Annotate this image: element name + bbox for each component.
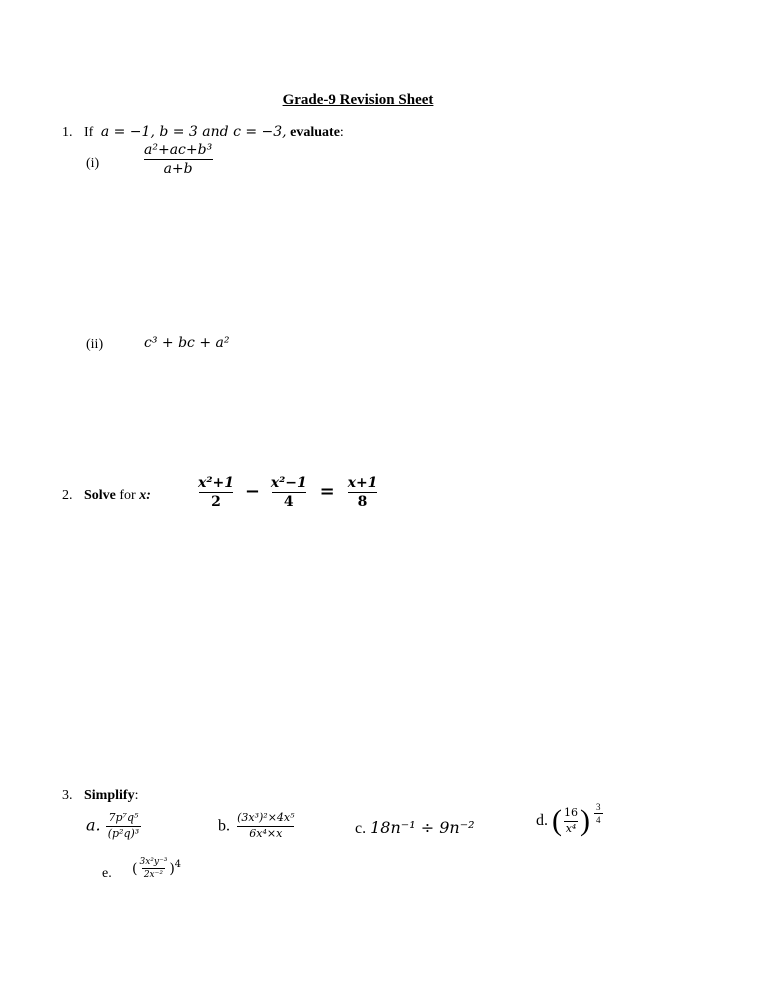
right-parenthesis: ) (169, 860, 175, 877)
fraction (137, 857, 169, 881)
question-2-for: for (119, 488, 136, 503)
question-2-number: 2. (62, 488, 73, 503)
exponent-numerator: 3 (596, 802, 601, 812)
question-3e-expression (132, 857, 181, 881)
question-2-instruction: Solve (84, 488, 116, 503)
fraction-numerator: x²−1 (270, 475, 307, 491)
question-1-number: 1. (62, 125, 73, 140)
fraction-numerator: x+1 (347, 475, 378, 491)
fraction (235, 812, 296, 840)
page-title: Grade-9 Revision Sheet (282, 92, 434, 108)
question-1-colon: : (339, 125, 344, 140)
question-2-variable: x: (139, 488, 151, 503)
question-3a (86, 812, 141, 840)
fraction (269, 475, 309, 510)
question-1-part-ii-label: (ii) (86, 337, 104, 352)
fraction-denominator: 2 (199, 492, 233, 510)
question-1-given-values: a = −1, b = 3 and c = −3, (100, 124, 287, 140)
fraction-denominator: 2x⁻² (143, 870, 163, 881)
question-3c (355, 818, 475, 838)
question-1-part-i-label: (i) (86, 156, 100, 171)
fraction-denominator: a+b (144, 159, 213, 177)
question-1-line (62, 124, 344, 141)
fraction-numerator: 3x²y⁻³ (139, 857, 168, 867)
question-3c-label: c. (355, 820, 367, 837)
fraction-numerator: a²+ac+b³ (144, 142, 213, 158)
fraction-denominator: 6x⁴×x (237, 826, 294, 841)
fraction-denominator: 8 (348, 492, 378, 510)
question-2-equation (196, 475, 379, 510)
question-1-instruction: evaluate (290, 125, 340, 140)
fraction-denominator: x⁴ (565, 821, 577, 835)
question-2-line (62, 488, 151, 504)
exponent-denominator: 4 (596, 815, 601, 826)
left-parenthesis: ( (552, 804, 562, 837)
minus-sign: − (244, 480, 260, 502)
question-3b (218, 812, 297, 840)
question-1-part-i-expression (142, 142, 214, 177)
left-parenthesis: ( (132, 860, 138, 877)
fraction-numerator: (3x³)²×4x⁵ (237, 811, 295, 824)
question-3-colon: : (134, 788, 139, 803)
question-3e-label: e. (102, 866, 112, 881)
question-1-part-ii-expression: c³ + bc + a² (144, 335, 230, 351)
fraction-denominator: (p²q)³ (107, 826, 140, 840)
fraction (196, 475, 236, 510)
question-3d (536, 802, 603, 837)
fraction-numerator: x²+1 (198, 475, 234, 491)
question-3b-label: b. (218, 817, 230, 835)
fraction-denominator: 4 (272, 492, 306, 510)
fraction-numerator: 16 (564, 805, 578, 819)
question-3-line (62, 788, 138, 804)
fractional-exponent (594, 802, 603, 826)
question-3-instruction: Simplify (84, 788, 135, 803)
question-3d-label: d. (536, 812, 548, 829)
fraction (106, 812, 142, 840)
fraction (142, 142, 214, 177)
fraction (562, 807, 580, 835)
question-3a-label: a. (86, 815, 101, 835)
question-3-number: 3. (62, 788, 73, 803)
fraction-numerator: 7p⁷q⁵ (108, 811, 139, 824)
right-parenthesis: ) (580, 804, 590, 837)
question-1-if: If (84, 125, 94, 140)
fraction (346, 475, 380, 510)
question-3c-expression: 18n⁻¹ ÷ 9n⁻² (370, 818, 475, 837)
exponent: 4 (174, 859, 182, 871)
equals-sign: = (319, 480, 335, 502)
